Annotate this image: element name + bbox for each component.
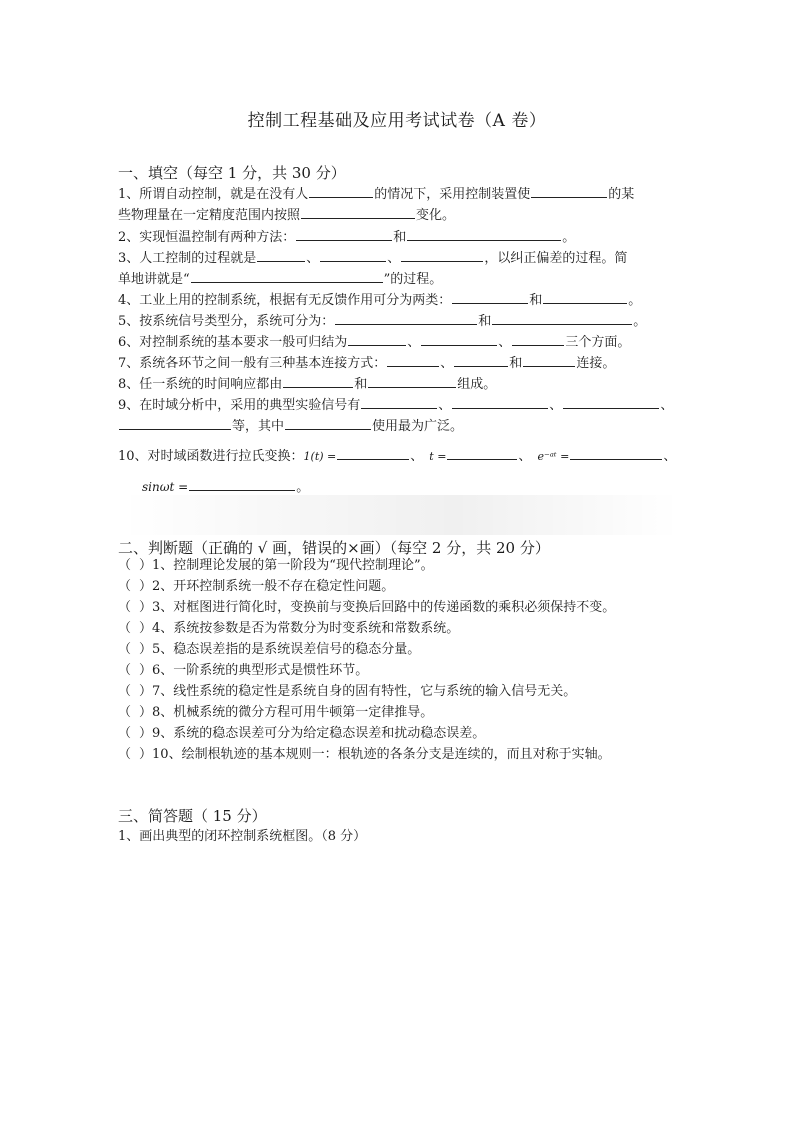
blank[interactable] — [283, 375, 353, 388]
answer-paren-close: ） — [139, 684, 153, 699]
blank[interactable] — [421, 333, 497, 346]
true-false-item — [118, 600, 615, 616]
answer-paren-close: ） — [139, 579, 153, 594]
blank[interactable] — [191, 270, 383, 283]
answer-paren-close: ） — [139, 642, 153, 657]
true-false-statement: 9、系统的稳态误差可分为给定稳态误差和扰动稳态误差。 — [152, 726, 486, 741]
blank[interactable] — [285, 417, 371, 430]
answer-paren-open: （ — [118, 642, 132, 657]
section-2-heading: 二、判断题（正确的 √ 画，错误的×画）（每空 2 分，共 20 分） — [118, 539, 550, 557]
true-false-item — [118, 705, 433, 721]
true-false-item — [118, 663, 368, 679]
section-3-heading: 三、简答题（ 15 分） — [118, 807, 267, 825]
question-10-line-2: sinωt = 。 — [142, 480, 310, 495]
blank[interactable] — [361, 396, 437, 409]
page-title: 控制工程基础及应用考试试卷（A 卷） — [247, 111, 547, 131]
answer-paren-open: （ — [118, 621, 132, 636]
true-false-statement: 8、机械系统的微分方程可用牛顿第一定律推导。 — [152, 705, 434, 720]
question-1-line-2: 些物理量在一定精度范围内按照 变化。 — [118, 208, 456, 223]
true-false-statement: 1、控制理论发展的第一阶段为“现代控制理论”。 — [152, 558, 434, 573]
true-false-item — [118, 558, 434, 574]
blank[interactable] — [401, 249, 483, 262]
question-9-line-2: 等，其中 使用最为广泛。 — [118, 417, 463, 435]
answer-paren-open: （ — [118, 663, 132, 678]
answer-paren-close: ） — [139, 747, 153, 762]
blank[interactable] — [257, 249, 305, 262]
blank[interactable] — [296, 228, 392, 241]
answer-paren-open: （ — [118, 747, 132, 762]
question-9-line-1: 9、在时域分析中，采用的典型实验信号有 、 、 、 — [118, 398, 674, 413]
blank[interactable] — [337, 447, 409, 460]
answer-paren-open: （ — [118, 579, 132, 594]
true-false-item — [118, 684, 576, 700]
question-6: 6、对控制系统的基本要求一般可归结为 、 、 三个方面。 — [118, 335, 631, 350]
blank[interactable] — [368, 375, 456, 388]
blank[interactable] — [454, 354, 508, 367]
blank[interactable] — [452, 291, 528, 304]
question-7: 7、系统各环节之间一般有三种基本连接方式： 、 和 连接。 — [118, 356, 616, 371]
section-1-heading: 一、填空（每空 1 分，共 30 分） — [118, 164, 346, 182]
true-false-item — [118, 726, 485, 742]
answer-paren-close: ） — [139, 663, 153, 678]
blank[interactable] — [563, 396, 659, 409]
question-3-line-1: 3、人工控制的过程就是 、 、 ，以纠正偏差的过程。简 — [118, 251, 628, 266]
answer-paren-open: （ — [118, 558, 132, 573]
blank[interactable] — [189, 478, 295, 491]
answer-paren-close: ） — [139, 705, 153, 720]
answer-paren-open: （ — [118, 726, 132, 741]
true-false-item — [118, 579, 394, 595]
true-false-statement: 4、系统按参数是否为常数分为时变系统和常数系统。 — [152, 621, 460, 636]
true-false-statement: 6、一阶系统的典型形式是惯性环节。 — [152, 663, 369, 678]
blank[interactable] — [387, 354, 439, 367]
blank[interactable] — [492, 312, 632, 325]
blank[interactable] — [452, 396, 548, 409]
answer-paren-close: ） — [139, 726, 153, 741]
blank[interactable] — [570, 447, 662, 460]
section-3-question-1: 1、画出典型的闭环控制系统框图。（8 分） — [118, 829, 367, 844]
blank[interactable] — [447, 447, 517, 460]
true-false-item — [118, 747, 611, 763]
blank[interactable] — [309, 185, 373, 198]
answer-paren-close: ） — [139, 621, 153, 636]
blank[interactable] — [335, 312, 477, 325]
true-false-statement: 5、稳态误差指的是系统误差信号的稳态分量。 — [152, 642, 421, 657]
true-false-statement: 3、对框图进行简化时，变换前与变换后回路中的传递函数的乘积必须保持不变。 — [152, 600, 616, 615]
blank[interactable] — [543, 291, 627, 304]
answer-paren-open: （ — [118, 705, 132, 720]
true-false-statement: 10、绘制根轨迹的基本规则一：根轨迹的各条分支是连续的，而且对称于实轴。 — [152, 747, 611, 762]
question-1-line-1: 1、所谓自动控制，就是在没有人 的情况下，采用控制装置使 的某 — [118, 187, 635, 202]
question-3-line-2: 单地讲就是“ ”的过程。 — [118, 272, 443, 287]
blank[interactable] — [320, 249, 386, 262]
true-false-item — [118, 642, 420, 658]
answer-paren-close: ） — [139, 600, 153, 615]
question-4: 4、工业上用的控制系统，根据有无反馈作用可分为两类： 和 。 — [118, 293, 642, 308]
answer-paren-open: （ — [118, 684, 132, 699]
blank[interactable] — [301, 206, 415, 219]
answer-paren-open: （ — [118, 600, 132, 615]
question-10-line-1: 10、对时域函数进行拉氏变换：1(t) = 、 t = 、 e⁻ᵃᵗ = 、 — [118, 449, 677, 464]
blank[interactable] — [512, 333, 564, 346]
blank[interactable] — [531, 185, 607, 198]
question-2: 2、实现恒温控制有两种方法： 和 。 — [118, 230, 576, 245]
question-5: 5、按系统信号类型分，系统可分为： 和 。 — [118, 314, 647, 329]
blank[interactable] — [523, 354, 575, 367]
true-false-statement: 2、开环控制系统一般不存在稳定性问题。 — [152, 579, 395, 594]
question-8: 8、任一系统的时间响应都由 和 组成。 — [118, 377, 497, 392]
true-false-statement: 7、线性系统的稳定性是系统自身的固有特性，它与系统的输入信号无关。 — [152, 684, 577, 699]
blank[interactable] — [348, 333, 406, 346]
blank[interactable] — [119, 417, 231, 430]
true-false-item — [118, 621, 459, 637]
blank[interactable] — [407, 228, 561, 241]
answer-paren-close: ） — [139, 558, 153, 573]
scan-smudge — [120, 495, 680, 535]
